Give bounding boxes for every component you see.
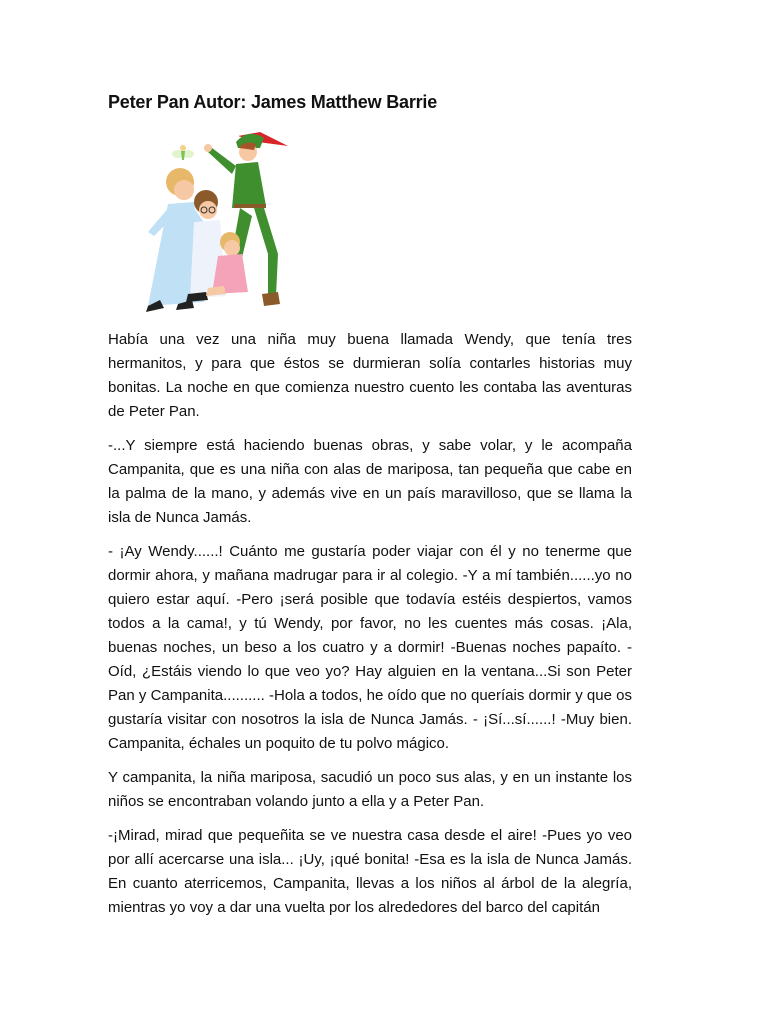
peter-pan-illustration [108,124,304,320]
document-title: Peter Pan Autor: James Matthew Barrie [108,92,438,112]
paragraph: Había una vez una niña muy buena llamada Wendy, que tenía tres hermanitos, y para que éstos se durmieran solía contarles historias muy bonitas. La noche en que comienza nuestro cuento les contaba las aventuras de Peter Pan. [108,331,632,420]
paragraph: -...Y siempre está haciendo buenas obras, y sabe volar, y le acompaña Campanita, que es una niña con alas de mariposa, tan pequeña que cabe en la palma de la mano, y además vive en un país maravilloso, que se llama la isla de Nunca Jamás. [108,437,632,526]
tinker-bell-figure [172,145,194,160]
paragraph: -¡Mirad, mirad que pequeñita se ve nuestra casa desde el aire! -Pues yo veo por allí acercarse una isla... ¡Uy, ¡qué bonita! -Esa es la isla de Nunca Jamás. En cuanto aterricemos, Campanita, llevas a los niños al árbol de la alegría, mientras yo voy a dar una vuelta por los alrededores del barco del capitán [108,827,632,916]
story-body [108,328,632,930]
paragraph: - ¡Ay Wendy......! Cuánto me gustaría poder viajar con él y no tenerme que dormir ahora, y mañana madrugar para ir al colegio. -Y a mí también......yo no quiero estar aquí. -Pero ¡será posible que todavía estéis despiertos, vamos todos a la cama!, y tú Wendy, por favor, no les cuentes más cosas. ¡Ala, buenas noches, un beso a los cuatro y a dormir! -Buenas noches papaíto. -Oíd, ¿Estáis viendo lo que veo yo? Hay alguien en la ventana...Si son Peter Pan y Campanita.......... -Hola a todos, he oído que no queríais dormir y que os gustaría visitar con nosotros la isla de Nunca Jamás. - ¡Sí...sí......! -Muy bien. Campanita, échales un poquito de tu polvo mágico. [108,543,632,752]
paragraph: Y campanita, la niña mariposa, sacudió un poco sus alas, y en un instante los niños se encontraban volando junto a ella y a Peter Pan. [108,769,632,810]
